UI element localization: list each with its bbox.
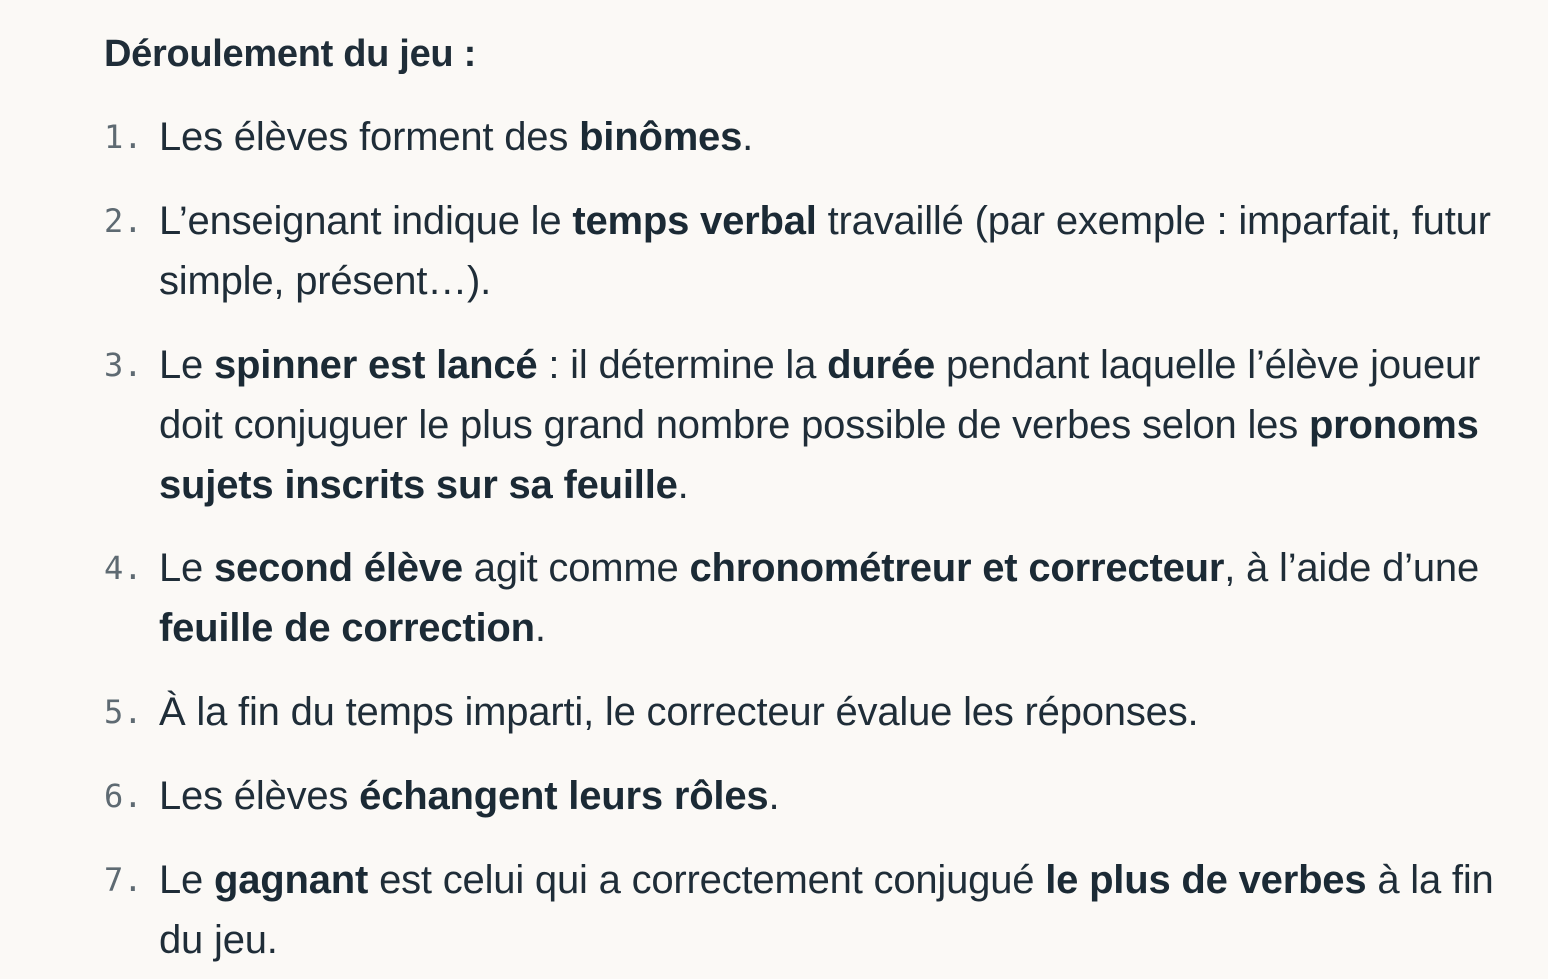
bold-segment: gagnant <box>214 858 369 902</box>
list-item-text <box>159 538 1519 658</box>
text-segment: . <box>742 115 754 159</box>
bold-segment: chronométreur et correcteur <box>689 546 1225 590</box>
text-segment: est celui qui a correctement conjugué <box>368 858 1046 902</box>
list-item-number: 4. <box>104 549 143 587</box>
bold-segment: second élève <box>214 546 463 590</box>
text-segment: . <box>677 463 689 507</box>
text-segment: travaillé (par exemple : imparfait, futur simple, présent…). <box>159 199 1491 303</box>
text-segment: pendant laquelle l’élève joueur doit conjuguer le plus grand nombre possible de verbes selon les <box>159 343 1481 447</box>
bold-segment: durée <box>827 343 936 387</box>
text-segment: , à l’aide d’une <box>1224 546 1479 590</box>
list-item-text <box>159 682 1519 742</box>
bold-segment: binômes <box>579 115 743 159</box>
text-segment: Le <box>159 546 215 590</box>
text-segment: L’enseignant indique le <box>159 199 573 243</box>
list-item-number: 5. <box>104 693 143 731</box>
section-heading: Déroulement du jeu : <box>104 33 476 75</box>
text-segment: agit comme <box>462 546 690 590</box>
text-segment: . <box>534 606 546 650</box>
text-segment: Le <box>159 343 215 387</box>
list-item-number: 2. <box>104 202 143 240</box>
list-item-number: 6. <box>104 777 143 815</box>
list-item-text <box>159 766 1519 826</box>
bold-segment: spinner est lancé <box>214 343 538 387</box>
bold-segment: échangent leurs rôles <box>359 774 769 818</box>
text-segment: Les élèves <box>159 774 360 818</box>
bold-segment: le plus de verbes <box>1045 858 1367 902</box>
list-item-text <box>159 850 1519 970</box>
list-item-number: 1. <box>104 118 143 156</box>
list-item-number: 3. <box>104 346 143 384</box>
text-segment: Les élèves forment des <box>159 115 580 159</box>
text-segment: . <box>768 774 780 818</box>
text-segment: à la fin du jeu. <box>159 858 1494 962</box>
list-item-text <box>159 107 1519 167</box>
bold-segment: feuille de correction <box>159 606 535 650</box>
bold-segment: temps verbal <box>572 199 817 243</box>
text-segment: Le <box>159 858 215 902</box>
text-segment: À la fin du temps imparti, le correcteur évalue les réponses. <box>159 690 1199 734</box>
bold-segment: pronoms sujets inscrits sur sa feuille <box>159 403 1479 507</box>
list-item-text <box>159 335 1519 515</box>
text-segment: : il détermine la <box>537 343 828 387</box>
list-item-text <box>159 191 1519 311</box>
list-item-number: 7. <box>104 861 143 899</box>
